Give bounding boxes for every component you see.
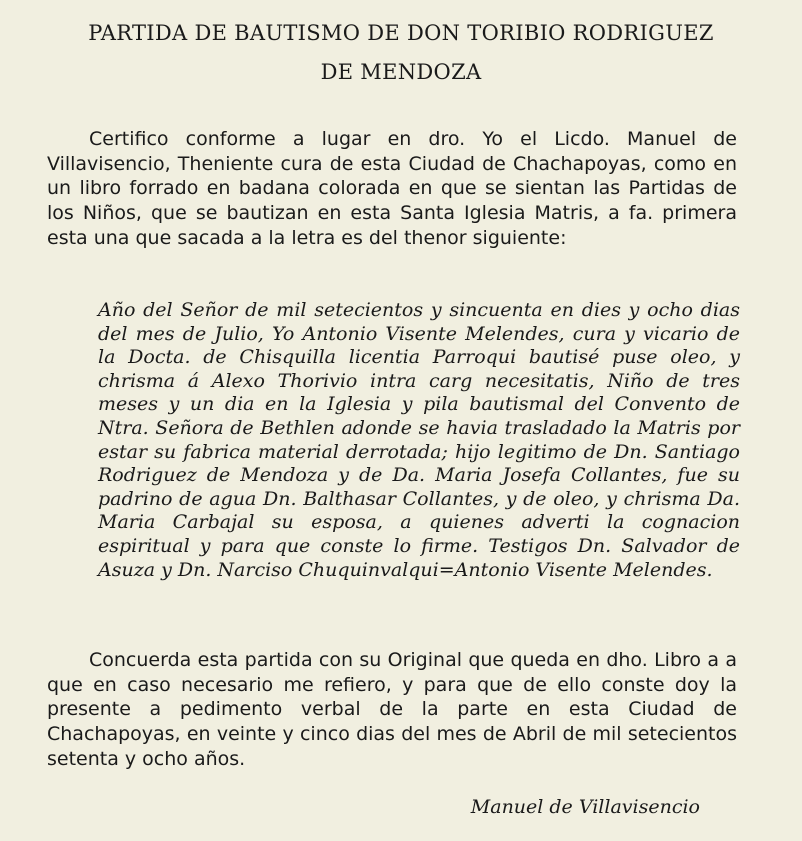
document-title-line1: PARTIDA DE BAUTISMO DE DON TORIBIO RODRIGUEZ: [88, 21, 714, 45]
concordance-paragraph: [47, 648, 737, 772]
baptism-record-quote: Año del Señor de mil setecientos y sincuenta en dies y ocho dias del mes de Julio, Yo Antonio Visente Melendes, cura y vicario de la Docta. de Chisquilla licentia Parroqui bautisé puse oleo, y chrisma á Alexo Thorivio intra carg necesitatis, Niño de tres meses y un dia en la Iglesia y pila bautismal del Convento de Ntra. Señora de Bethlen adonde se havia trasladado la Matris por estar su fabrica material derrotada; hijo legitimo de Dn. Santiago Rodriguez de Mendoza y de Da. Maria Josefa Collantes, fue su padrino de agua Dn. Balthasar Collantes, y de oleo, y chrisma Da. Maria Carbajal su esposa, a quienes adverti la cognacion espiritual y para que conste lo firme. Testigos Dn. Salvador de Asuza y Dn. Narciso Chuquinvalqui=Antonio Visente Melendes.: [98, 299, 740, 581]
document-title-line2: DE MENDOZA: [320, 60, 482, 84]
certification-text: Certifico conforme a lugar en dro. Yo el Licdo. Manuel de Villavisencio, Theniente cura de esta Ciudad de Chachapoyas, como en un libro forrado en badana colorada en que se sientan las Partidas de los Niños, que se bautizan en esta Santa Iglesia Matris, a fa. primera esta una que sacada a la letra es del thenor siguiente:: [47, 128, 737, 249]
concordance-text: Concuerda esta partida con su Original que queda en dho. Libro a a que en caso necesario me refiero, y para que de ello conste doy la presente a pedimento verbal de la parte en esta Ciudad de Chachapoyas, en veinte y cinco dias del mes de Abril de mil setecientos setenta y ocho años.: [47, 649, 737, 770]
certification-paragraph: [47, 127, 737, 251]
signature: Manuel de Villavisencio: [470, 796, 700, 818]
